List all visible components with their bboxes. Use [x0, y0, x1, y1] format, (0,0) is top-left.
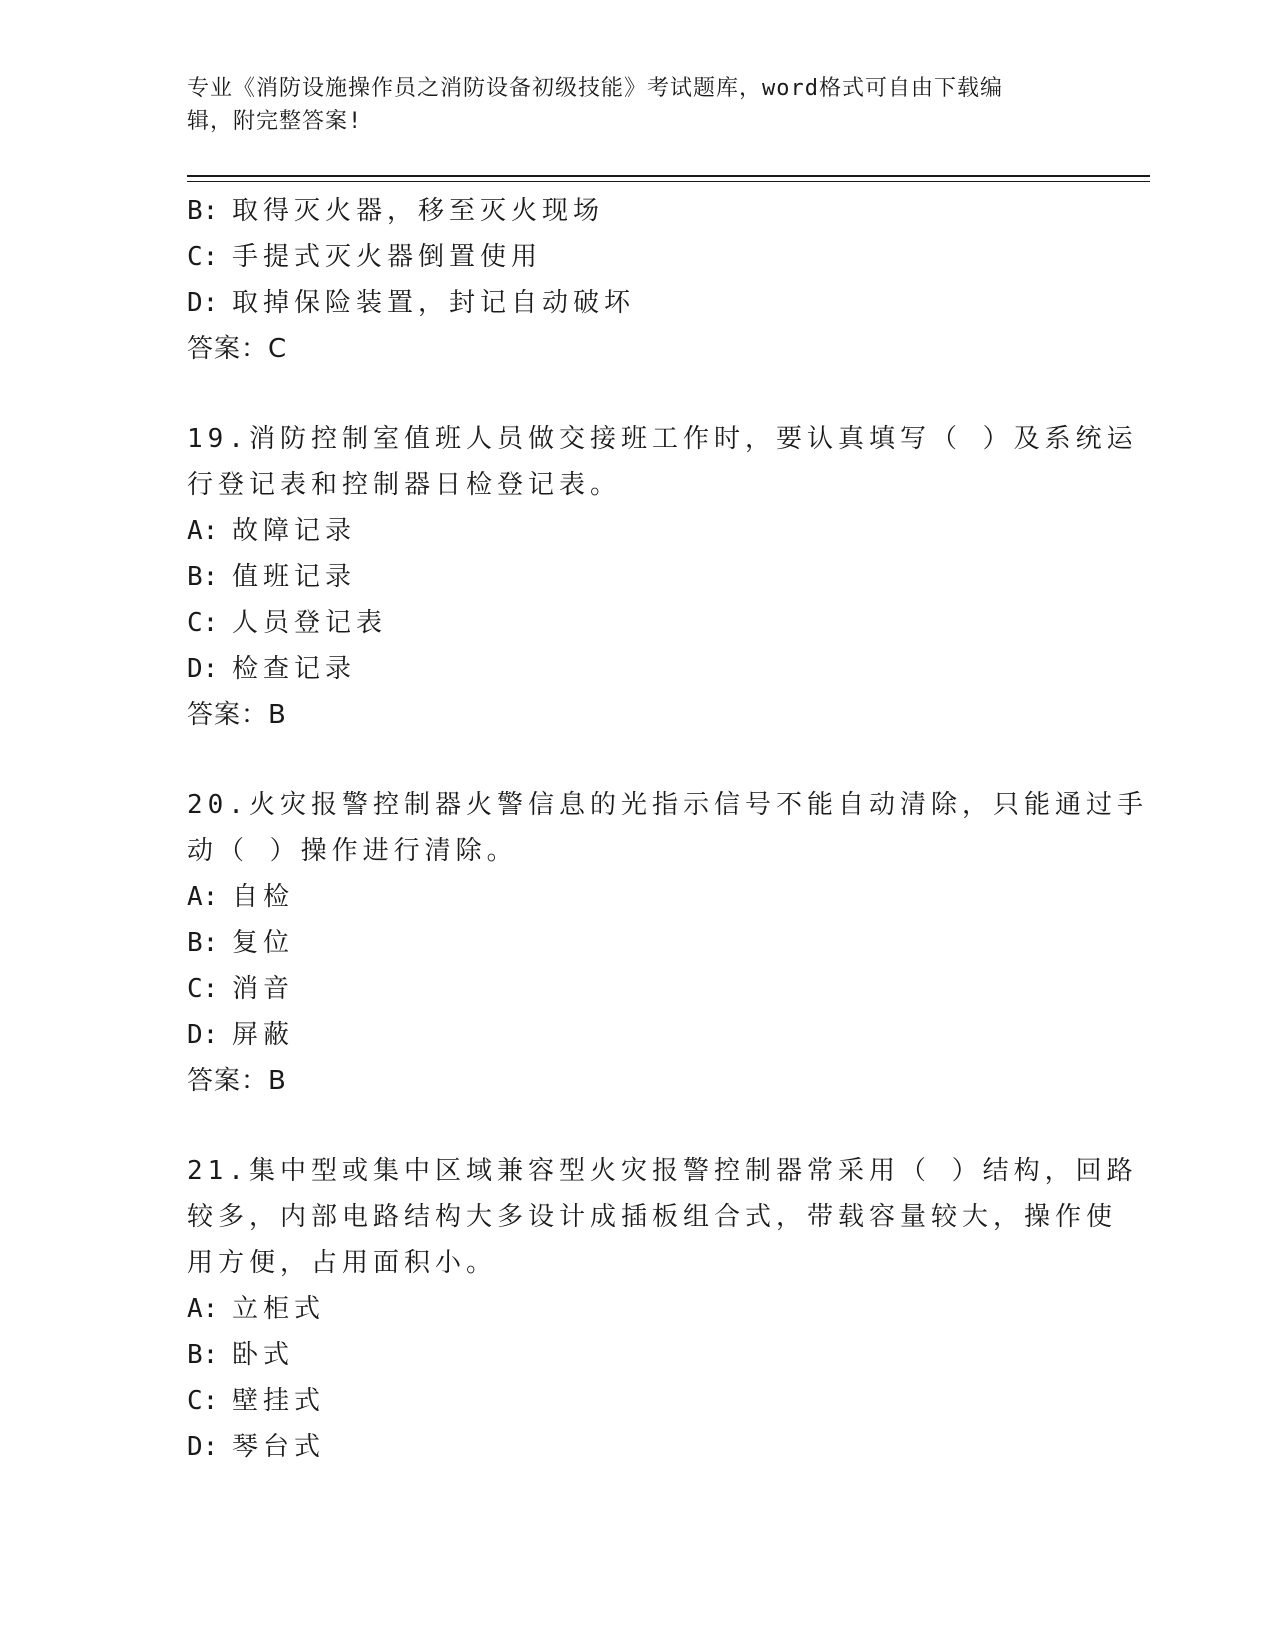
- option-letter: D:: [187, 288, 219, 318]
- option-letter: A:: [187, 1294, 219, 1324]
- option-letter: C:: [187, 1386, 219, 1416]
- question-line: 19.消防控制室值班人员做交接班工作时，要认真填写（ ）及系统运: [187, 424, 1138, 454]
- option-letter: A:: [187, 882, 219, 912]
- option-b: [187, 920, 1087, 966]
- option-c: [187, 234, 1087, 280]
- option-text: 壁挂式: [232, 1386, 326, 1416]
- question-line: 21.集中型或集中区域兼容型火灾报警控制器常采用（ ）结构，回路: [187, 1156, 1138, 1186]
- answer: 答案：B: [187, 1066, 287, 1096]
- option-d: [187, 1012, 1087, 1058]
- option-b: [187, 554, 1087, 600]
- question-stem: [187, 1148, 1138, 1286]
- question-18-tail: [187, 188, 1087, 372]
- option-text: 人员登记表: [232, 608, 388, 638]
- header-divider-thin: [187, 181, 1150, 182]
- option-text: 手提式灭火器倒置使用: [232, 242, 543, 272]
- option-d: [187, 646, 1087, 692]
- question-stem: [187, 416, 1138, 508]
- option-letter: D:: [187, 654, 219, 684]
- option-b: [187, 1332, 1087, 1378]
- header-divider-thick: [187, 175, 1150, 177]
- question-content: [187, 188, 1148, 1470]
- option-c: [187, 966, 1087, 1012]
- header-line-2: 辑，附完整答案!: [187, 109, 363, 134]
- option-letter: D:: [187, 1432, 219, 1462]
- option-letter: B:: [187, 562, 219, 592]
- option-text: 检查记录: [232, 654, 357, 684]
- option-a: [187, 1286, 1087, 1332]
- option-letter: D:: [187, 1020, 219, 1050]
- option-a: [187, 874, 1087, 920]
- option-letter: C:: [187, 974, 219, 1004]
- question-line: 动（ ）操作进行清除。: [187, 836, 518, 866]
- option-text: 取得灭火器，移至灭火现场: [232, 196, 605, 226]
- option-text: 故障记录: [232, 516, 357, 546]
- option-text: 屏蔽: [232, 1020, 295, 1050]
- option-a: [187, 508, 1087, 554]
- question-line: 较多，内部电路结构大多设计成插板组合式，带载容量较大，操作使: [187, 1202, 1118, 1232]
- option-c: [187, 1378, 1087, 1424]
- option-text: 琴台式: [232, 1432, 326, 1462]
- question-21: [187, 1148, 1138, 1470]
- question-20: [187, 782, 1148, 1104]
- option-d: [187, 1424, 1087, 1470]
- option-text: 消音: [232, 974, 295, 1004]
- question-line: 行登记表和控制器日检登记表。: [187, 470, 622, 500]
- header-line-1: 专业《消防设施操作员之消防设备初级技能》考试题库，word格式可自由下载编: [187, 76, 1003, 101]
- option-text: 立柜式: [232, 1294, 326, 1324]
- option-text: 卧式: [232, 1340, 295, 1370]
- option-letter: B:: [187, 196, 219, 226]
- option-text: 值班记录: [232, 562, 357, 592]
- option-letter: B:: [187, 1340, 219, 1370]
- document-header: [187, 72, 1067, 138]
- question-19: [187, 416, 1138, 738]
- option-text: 自检: [232, 882, 295, 912]
- question-line: 20.火灾报警控制器火警信息的光指示信号不能自动清除，只能通过手: [187, 790, 1148, 820]
- option-b: [187, 188, 1087, 234]
- option-letter: B:: [187, 928, 219, 958]
- answer: 答案：B: [187, 700, 287, 730]
- option-letter: A:: [187, 516, 219, 546]
- option-letter: C:: [187, 608, 219, 638]
- question-stem: [187, 782, 1148, 874]
- option-text: 取掉保险装置，封记自动破坏: [232, 288, 636, 318]
- question-line: 用方便，占用面积小。: [187, 1248, 498, 1278]
- option-letter: C:: [187, 242, 219, 272]
- option-c: [187, 600, 1087, 646]
- answer: 答案：C: [187, 334, 288, 364]
- option-text: 复位: [232, 928, 295, 958]
- option-d: [187, 280, 1087, 326]
